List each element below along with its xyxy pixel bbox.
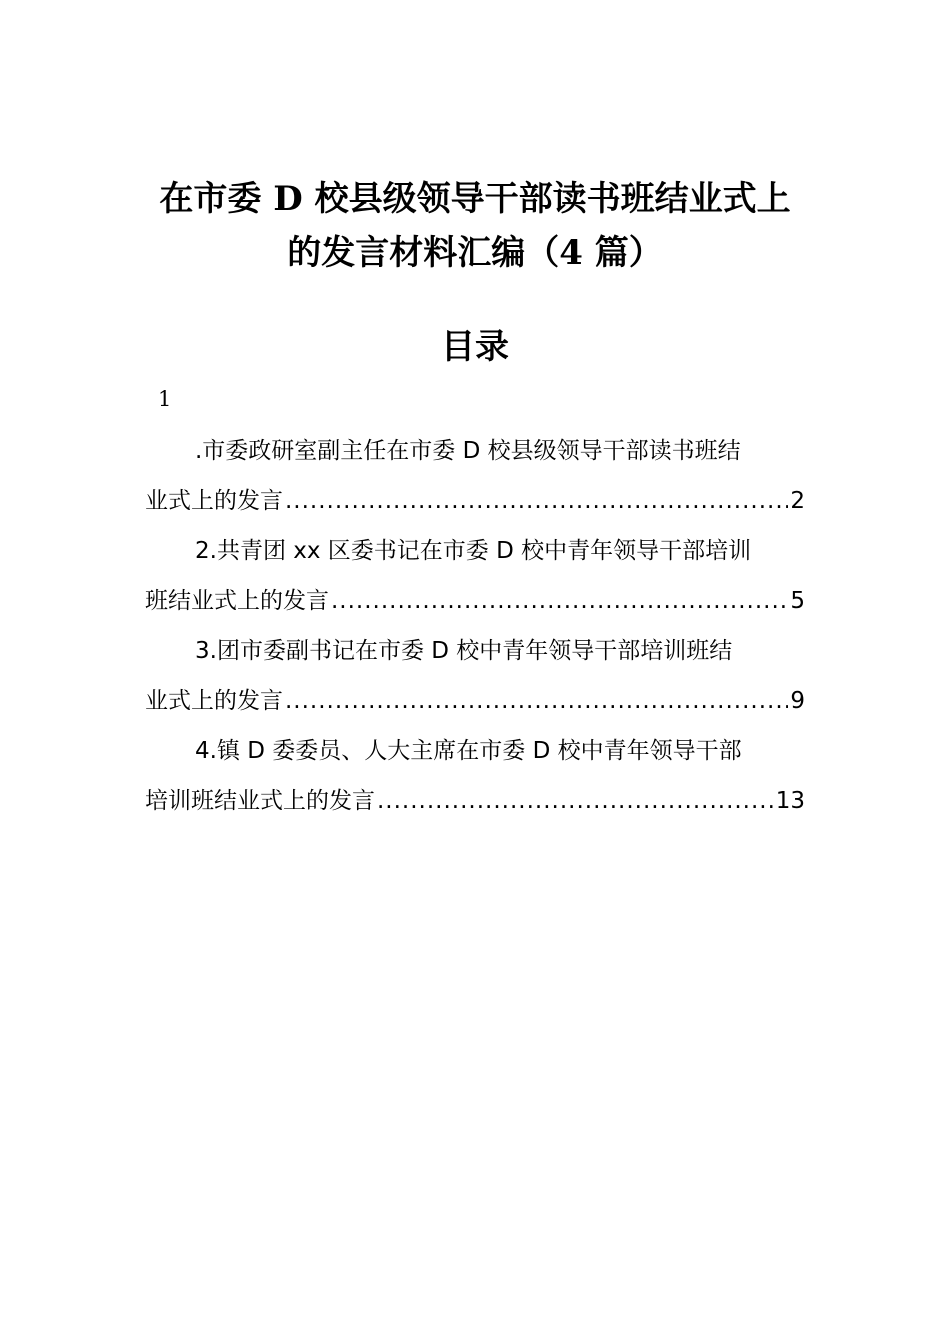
toc-entry-3[interactable] [145,626,805,726]
toc-stray-number: 1 [158,387,172,411]
toc-dot-leader [377,776,774,826]
toc-page-number: 9 [790,688,805,714]
toc-entry-second-line [145,776,805,826]
toc-entry-text-line-2: 培训班结业式上的发言 [145,788,375,814]
toc-dot-leader [285,476,788,526]
toc-entry-4[interactable] [145,726,805,826]
toc-dot-leader [285,676,788,726]
toc-entry-second-line [145,676,805,726]
toc-page-number: 13 [775,788,805,814]
document-title [145,172,805,280]
toc-entry-text-line-1: 2.共青团 xx 区委书记在市委 D 校中青年领导干部培训 [195,538,752,564]
toc-entry-second-line [145,476,805,526]
toc-entry-1[interactable] [145,426,805,526]
document-title-line-1: 在市委 D 校县级领导干部读书班结业式上 [159,179,791,219]
toc-entry-text-line-2: 班结业式上的发言 [145,588,329,614]
toc-dot-leader [331,576,788,626]
toc-page-number: 5 [790,588,805,614]
toc-entry-text-line-1: 3.团市委副书记在市委 D 校中青年领导干部培训班结 [195,638,733,664]
toc-entry-text-line-1: 4.镇 D 委委员、人大主席在市委 D 校中青年领导干部 [195,738,742,764]
document-title-line-2: 的发言材料汇编（4 篇） [287,233,663,273]
toc-entry-text-line-1: .市委政研室副主任在市委 D 校县级领导干部读书班结 [195,438,741,464]
toc-entry-text-line-2: 业式上的发言 [145,488,283,514]
table-of-contents [145,426,805,826]
toc-heading: 目录 [441,327,509,367]
toc-entry-second-line [145,576,805,626]
toc-page-number: 2 [790,488,805,514]
toc-entry-text-line-2: 业式上的发言 [145,688,283,714]
toc-entry-2[interactable] [145,526,805,626]
